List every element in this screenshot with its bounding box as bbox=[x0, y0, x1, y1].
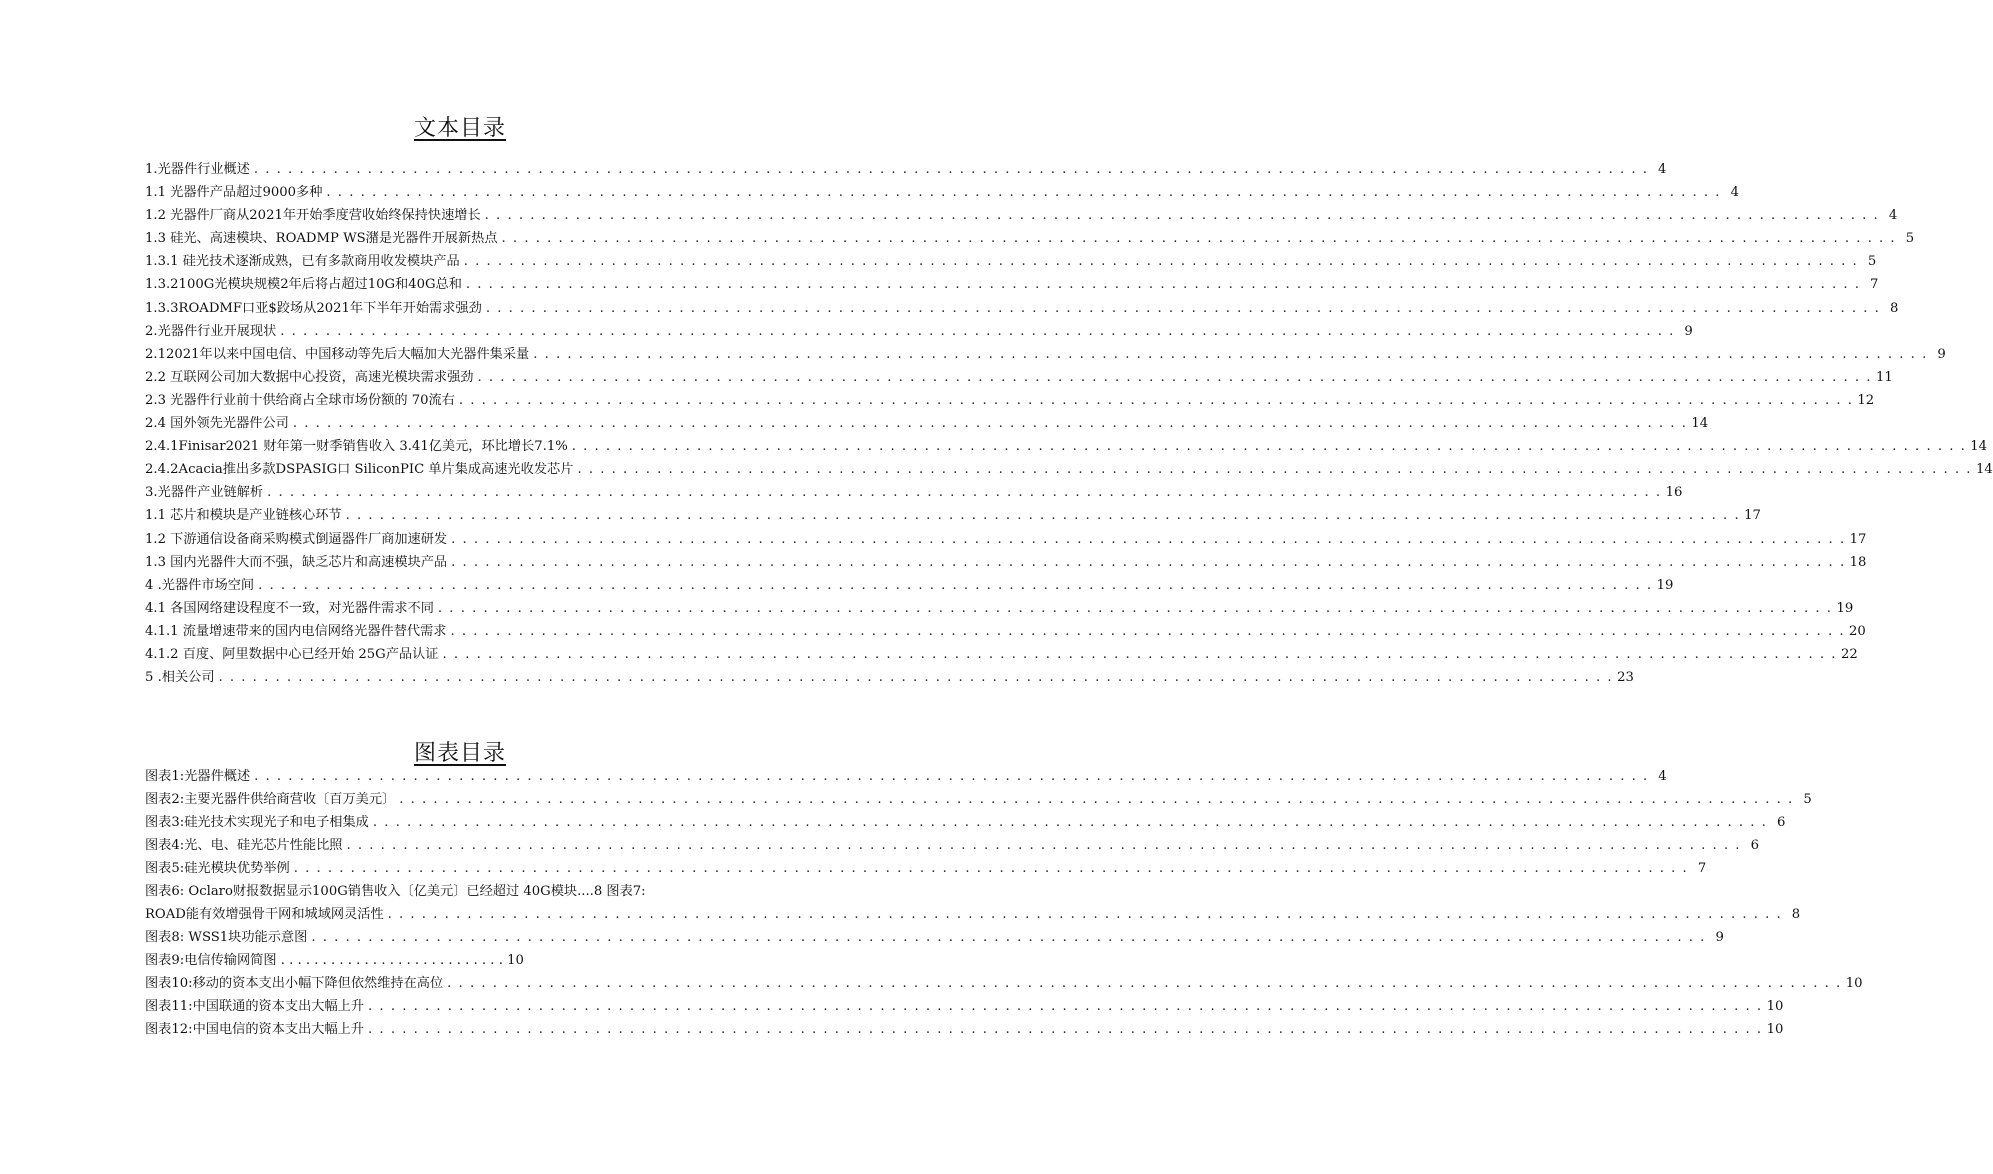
toc-entry[interactable] bbox=[145, 366, 1893, 389]
toc-entry-text: 2.光器件行业开展现状 bbox=[145, 323, 277, 339]
dot-leader bbox=[280, 320, 1675, 343]
figure-entry-text: 图表8: WSS1块功能示意图 bbox=[145, 930, 308, 945]
dot-leader bbox=[346, 834, 1741, 857]
toc-entry-page-number: 16 bbox=[1665, 485, 1683, 501]
dot-leader bbox=[451, 620, 1846, 643]
toc-entry[interactable] bbox=[145, 481, 1683, 504]
dot-leader bbox=[502, 227, 1897, 250]
figure-entry[interactable] bbox=[145, 811, 1786, 834]
toc-entry[interactable] bbox=[145, 458, 1993, 481]
toc-entry[interactable] bbox=[145, 320, 1693, 343]
figure-entry-text: 图表9:电信传输网简图 . . . . . . . . . . . . . . . . . . . . . . . . . . . 10 bbox=[145, 953, 524, 968]
toc-entry[interactable] bbox=[145, 597, 1854, 620]
toc-entry-page-number: 4 bbox=[1730, 185, 1739, 201]
toc-entry-page-number: 22 bbox=[1840, 646, 1858, 662]
toc-entry[interactable] bbox=[145, 204, 1898, 227]
figure-entry-text: 图表4:光、电、硅光芯片性能比照 bbox=[145, 838, 343, 853]
figure-entry-text: 图表3:硅光技术实现光子和电子相集成 bbox=[145, 815, 369, 830]
dot-leader bbox=[447, 972, 1842, 995]
toc-entry-page-number: 23 bbox=[1617, 670, 1634, 686]
dot-leader bbox=[294, 857, 1689, 880]
figure-entry-text: 图表12:中国电信的资本支出大幅上升 bbox=[145, 1022, 365, 1037]
toc-entry[interactable] bbox=[145, 551, 1867, 574]
toc-entry[interactable] bbox=[145, 620, 1866, 643]
toc-entry-text: 2.2 互联网公司加大数据中心投资，高速光模块需求强劲 bbox=[145, 369, 474, 385]
figure-entry-page-number: 6 bbox=[1750, 838, 1759, 853]
toc-entry[interactable] bbox=[145, 504, 1761, 527]
toc-entry[interactable] bbox=[145, 643, 1858, 666]
toc-entry-page-number: 14 bbox=[1691, 416, 1709, 432]
dot-leader bbox=[219, 666, 1614, 689]
toc-entry-page-number: 17 bbox=[1849, 531, 1867, 547]
figure-entry[interactable] bbox=[145, 995, 1784, 1018]
dot-leader bbox=[577, 458, 1972, 481]
figure-entry-text: 图表11:中国联通的资本支出大幅上升 bbox=[145, 999, 365, 1014]
dot-leader bbox=[442, 643, 1837, 666]
figure-entry-page-number: 6 bbox=[1776, 815, 1786, 830]
figure-entry-text: 图表5:硅光模块优势举例 bbox=[145, 861, 290, 876]
toc-entry-text: 1.3.1 硅光技术逐渐成熟，已有多款商用收发模块产品 bbox=[145, 254, 460, 270]
dot-leader bbox=[346, 504, 1741, 527]
dot-leader bbox=[459, 389, 1854, 412]
dot-leader bbox=[438, 597, 1833, 620]
figure-entry-page-number: 8 bbox=[1791, 907, 1801, 922]
toc-entry-page-number: 5 bbox=[1905, 231, 1915, 247]
dot-leader bbox=[572, 435, 1967, 458]
dot-leader bbox=[477, 366, 1872, 389]
dot-leader bbox=[267, 481, 1662, 504]
dot-leader bbox=[451, 551, 1846, 574]
toc-entry-text: 4 .光器件市场空间 bbox=[145, 577, 255, 593]
toc-entry-page-number: 19 bbox=[1656, 577, 1674, 593]
toc-title: 文本目录 bbox=[413, 116, 506, 141]
toc-entry-text: 2.4.1Finisar2021 财年第一财季销售收入 3.41亿美元，环比增长7.1% bbox=[145, 439, 568, 455]
toc-entry-text: 1.1 芯片和模块是产业链核心环节 bbox=[145, 508, 342, 524]
dot-leader bbox=[533, 343, 1928, 366]
toc-entry[interactable] bbox=[145, 412, 1709, 435]
toc-entry-text: 1.3 硅光、高速模块、ROADMP WS潴是光器件开展新热点 bbox=[145, 231, 498, 247]
figure-entry-page-number: 10 bbox=[1766, 1022, 1784, 1037]
toc-entry-text: 2.3 光器件行业前十供给商占全球市场份额的 70流右 bbox=[145, 392, 455, 408]
toc-entry-text: 1.3.3ROADMF口亚$跤场从2021年下半年开始需求强劲 bbox=[145, 300, 482, 316]
figure-entry[interactable] bbox=[145, 857, 1707, 880]
toc-entry-page-number: 9 bbox=[1684, 323, 1693, 339]
dot-leader bbox=[464, 250, 1859, 273]
toc-list bbox=[145, 158, 1993, 689]
toc-entry-text: 4.1.1 流量增速带来的国内电信网络光器件替代需求 bbox=[145, 623, 447, 639]
toc-entry-text: 2.4 国外领先光器件公司 bbox=[145, 416, 289, 432]
toc-entry[interactable] bbox=[145, 528, 1867, 551]
toc-entry-text: 1.3.2100G光模块规模2年后将占超过10G和40G总和 bbox=[145, 277, 462, 293]
toc-entry-text: 1.3 国内光器件大而不强，缺乏芯片和高速模块产品 bbox=[145, 554, 448, 570]
figure-entry[interactable] bbox=[145, 1018, 1784, 1041]
figure-entry[interactable] bbox=[145, 880, 777, 903]
toc-entry-page-number: 4 bbox=[1888, 208, 1898, 224]
figure-entry[interactable] bbox=[145, 765, 1667, 788]
dot-leader bbox=[254, 158, 1649, 181]
toc-entry[interactable] bbox=[145, 435, 1988, 458]
figure-entry-page-number: 4 bbox=[1658, 769, 1667, 784]
figure-list bbox=[145, 765, 1863, 1041]
toc-entry-page-number: 4 bbox=[1658, 162, 1667, 177]
dot-leader bbox=[254, 765, 1649, 788]
figure-entry-page-number: 7 bbox=[1697, 861, 1707, 876]
dot-leader bbox=[485, 204, 1880, 227]
dot-leader bbox=[326, 181, 1721, 204]
toc-entry[interactable] bbox=[145, 389, 1875, 412]
toc-entry[interactable] bbox=[145, 227, 1915, 250]
dot-leader bbox=[486, 297, 1881, 320]
toc-entry-text: 4.1.2 百度、阿里数据中心已经开始 25G产品认证 bbox=[145, 646, 439, 662]
figure-list-title: 图表目录 bbox=[413, 741, 506, 766]
toc-entry[interactable] bbox=[145, 343, 1946, 366]
dot-leader bbox=[399, 788, 1794, 811]
toc-entry-page-number: 19 bbox=[1836, 600, 1854, 616]
toc-entry-text: 2.12021年以来中国电信、中国移动等先后大幅加大光器件集采量 bbox=[145, 346, 530, 362]
dot-leader bbox=[258, 574, 1653, 597]
toc-entry-text: 4.1 各国网络建设程度不一致，对光器件需求不同 bbox=[145, 600, 434, 616]
figure-entry[interactable] bbox=[145, 788, 1812, 811]
dot-leader bbox=[451, 528, 1846, 551]
figure-entry[interactable] bbox=[145, 926, 1724, 949]
figure-entry-text: ROAD能有效增强骨干网和城域网灵活性 bbox=[145, 907, 384, 922]
dot-leader bbox=[373, 811, 1768, 834]
toc-entry[interactable] bbox=[145, 158, 1667, 181]
toc-entry-text: 1.2 下游通信设备商采购模式倒逼器件厂商加速研发 bbox=[145, 531, 448, 547]
toc-entry-page-number: 20 bbox=[1849, 623, 1866, 639]
dot-leader bbox=[368, 995, 1763, 1018]
toc-entry-page-number: 14 bbox=[1970, 439, 1988, 455]
toc-entry-page-number: 12 bbox=[1857, 392, 1875, 408]
dot-leader bbox=[368, 1018, 1763, 1041]
toc-entry[interactable] bbox=[145, 181, 1739, 204]
toc-entry-text: 3.光器件产业链解析 bbox=[145, 485, 264, 501]
toc-entry-text: 5 .相关公司 bbox=[145, 670, 215, 686]
toc-entry-text: 1.光器件行业概述 bbox=[145, 162, 250, 177]
toc-entry-page-number: 18 bbox=[1849, 554, 1867, 570]
figure-entry[interactable] bbox=[145, 949, 777, 972]
toc-entry-page-number: 8 bbox=[1889, 300, 1899, 316]
figure-entry-text: 图表10:移动的资本支出小幅下降但依然维持在高位 bbox=[145, 976, 444, 991]
dot-leader bbox=[466, 273, 1861, 296]
toc-entry-text: 2.4.2Acacia推出多款DSPASIG口 SiliconPIC 单片集成高速光收发芯片 bbox=[145, 462, 574, 478]
toc-entry[interactable] bbox=[145, 250, 1877, 273]
toc-entry-page-number: 11 bbox=[1876, 369, 1893, 385]
figure-entry-text: 图表2:主要光器件供给商营收〔百万美元〕 bbox=[145, 792, 396, 807]
toc-entry-page-number: 17 bbox=[1744, 508, 1761, 524]
figure-entry-page-number: 9 bbox=[1715, 930, 1724, 945]
toc-entry-page-number: 9 bbox=[1937, 346, 1946, 362]
toc-entry-text: 1.2 光器件厂商从2021年开始季度营收始终保持快速增长 bbox=[145, 208, 481, 224]
figure-entry-text: 图表1:光器件概述 bbox=[145, 769, 251, 784]
toc-entry-page-number: 14 bbox=[1975, 462, 1993, 478]
figure-entry-page-number: 10 bbox=[1766, 999, 1784, 1014]
dot-leader bbox=[293, 412, 1688, 435]
toc-entry[interactable] bbox=[145, 666, 1634, 689]
toc-entry-page-number: 7 bbox=[1870, 277, 1879, 293]
figure-entry-text: 图表6: Oclaro财报数据显示100G销售收入〔亿美元〕已经超过 40G模块....8 图表7: bbox=[145, 884, 646, 899]
toc-entry-page-number: 5 bbox=[1867, 254, 1877, 270]
figure-entry[interactable] bbox=[145, 903, 1801, 926]
dot-leader bbox=[311, 926, 1706, 949]
figure-entry-page-number: 5 bbox=[1803, 792, 1812, 807]
toc-entry-text: 1.1 光器件产品超过9000多种 bbox=[145, 185, 323, 201]
toc-entry[interactable] bbox=[145, 297, 1899, 320]
toc-entry[interactable] bbox=[145, 574, 1674, 597]
figure-entry-page-number: 10 bbox=[1845, 976, 1863, 991]
figure-entry[interactable] bbox=[145, 834, 1759, 857]
figure-entry[interactable] bbox=[145, 972, 1863, 995]
dot-leader bbox=[388, 903, 1783, 926]
toc-entry[interactable] bbox=[145, 273, 1879, 296]
